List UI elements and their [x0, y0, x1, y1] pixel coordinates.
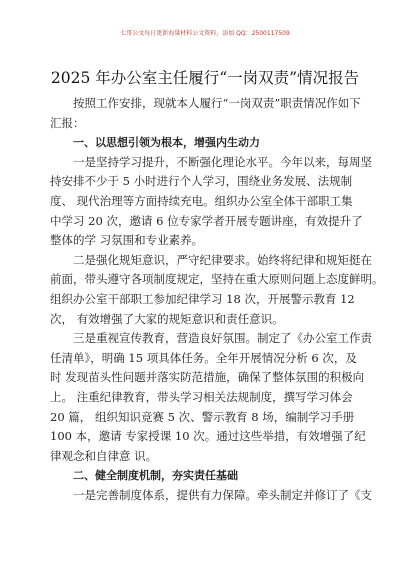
paragraph-line: 时 发现苗头性问题并落实防范措施，确保了整体氛围的积极向 — [50, 370, 365, 385]
paragraph-line: 任清单》，明确 15 项具体任务。全年开展情况分析 6 次，及 — [50, 350, 357, 365]
paragraph-line: 100 本，邀请 专家授课 10 次。通过这些举措，有效增强了纪 — [50, 429, 366, 444]
paragraph-line: 按照工作安排，现就本人履行“一岗双责”职责情况作如下 — [73, 96, 361, 110]
paragraph-line: 组织办公室干部职工参加纪律学习 18 次，开展警示教育 12 — [50, 291, 355, 306]
paragraph-line: 20 篇， 组织知识竞赛 5 次、警示教育 8 场，编制学习手册 — [50, 409, 355, 424]
document-title: 2025 年办公室主任履行“一岗双责”情况报告 — [50, 69, 360, 87]
paragraph-line: 前面，带头遵守各项制度规定，坚持在重大原则问题上态度鲜明。 — [50, 272, 384, 287]
paragraph-line: 律观念和自律意 识。 — [50, 448, 158, 463]
paragraph-line: 度、 现代治理等方面持续充电。组织办公室全体干部职工集 — [50, 193, 353, 208]
section-heading: 二、健全制度机制，夯实责任基础 — [73, 469, 238, 483]
paragraph-line: 二是强化规矩意识，严守纪律要求。始终将纪律和规矩挺在 — [73, 252, 372, 267]
header-note: 七哥公文每日更新海量材料公文资料，添加 QQ：2500117509 — [120, 30, 290, 37]
paragraph-line: 整体的学 习氛围和专业素养。 — [50, 233, 204, 248]
document-body — [50, 94, 384, 505]
paragraph-line: 上。 注重纪律教育，带头学习相关法规制度，撰写学习体会 — [50, 389, 353, 404]
paragraph-line: 一是坚持学习提升，不断强化理论水平。今年以来，每周坚 — [73, 154, 372, 169]
paragraph-line: 中学习 20 次，邀请 6 位专家学者开展专题讲座，有效提升了 — [50, 213, 363, 228]
section-heading: 一、以思想引领为根本，增强内生动力 — [73, 136, 260, 150]
paragraph-line: 一是完善制度体系，提供有力保障。牵头制定并修订了《支 — [73, 487, 372, 502]
paragraph-line: 持安排不少于 5 小时进行个人学习，围绕业务发展、法规制 — [50, 174, 353, 189]
paragraph-line: 次， 有效增强了大家的规矩意识和责任意识。 — [50, 311, 284, 326]
paragraph-line: 三是重视宣传教育，营造良好氛围。制定了《办公室工作责 — [73, 331, 372, 346]
paragraph-line: 汇报： — [50, 115, 85, 130]
